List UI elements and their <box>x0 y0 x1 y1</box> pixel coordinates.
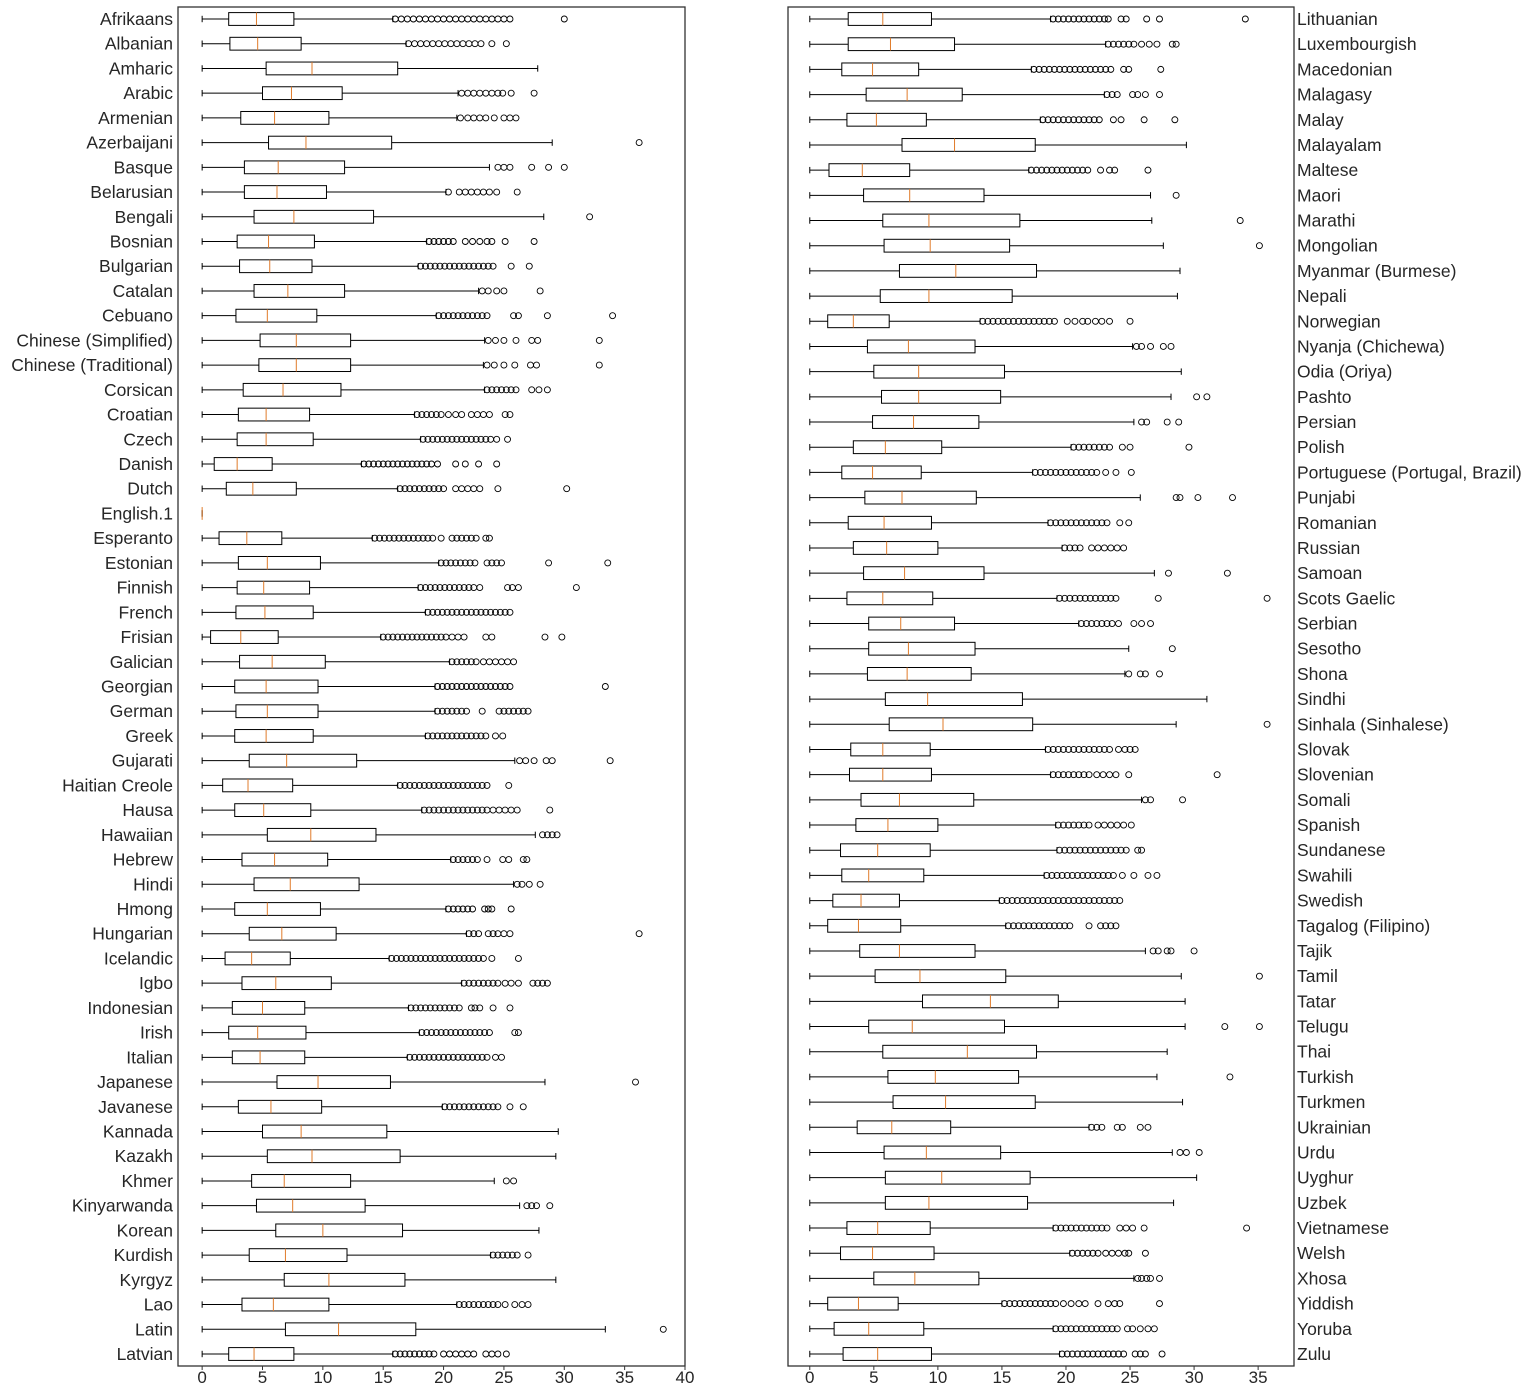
category-label: Pashto <box>1297 386 1352 407</box>
x-tick-label: 10 <box>313 1368 333 1387</box>
category-label: Sindhi <box>1297 689 1346 710</box>
x-tick-label: 30 <box>1184 1368 1204 1387</box>
category-label: Finnish <box>116 577 173 598</box>
x-tick-label: 0 <box>197 1368 207 1387</box>
category-label: Yoruba <box>1297 1318 1352 1339</box>
category-label: Hebrew <box>112 849 173 870</box>
category-label: Shona <box>1297 663 1348 684</box>
category-label: Punjabi <box>1297 487 1356 508</box>
category-label: Javanese <box>98 1096 173 1117</box>
category-label: Tatar <box>1297 991 1336 1012</box>
category-label: Polish <box>1297 437 1345 458</box>
category-label: Russian <box>1297 537 1361 558</box>
category-label: Hungarian <box>92 923 173 944</box>
category-label: Frisian <box>120 627 173 648</box>
category-label: Tamil <box>1297 966 1338 987</box>
category-label: Welsh <box>1297 1243 1346 1264</box>
category-label: Malay <box>1297 109 1344 130</box>
category-label: Indonesian <box>87 997 173 1018</box>
category-label: Korean <box>116 1220 173 1241</box>
category-label: Swahili <box>1297 865 1353 886</box>
category-label: Samoan <box>1297 563 1363 584</box>
category-label: Kazakh <box>114 1146 173 1167</box>
category-label: Albanian <box>104 33 173 54</box>
category-label: Amharic <box>108 58 173 79</box>
category-label: Latvian <box>116 1344 173 1364</box>
category-label: Turkish <box>1297 1066 1354 1087</box>
category-label: Sesotho <box>1297 638 1362 659</box>
category-label: Malagasy <box>1297 84 1372 105</box>
x-tick-label: 30 <box>554 1368 574 1387</box>
category-label: Swedish <box>1297 890 1364 911</box>
category-label: Chinese (Traditional) <box>11 355 173 376</box>
category-label: Hawaiian <box>101 824 173 845</box>
category-label: Afrikaans <box>100 9 173 29</box>
category-label: Haitian Creole <box>62 775 173 796</box>
category-label: Basque <box>113 157 173 178</box>
x-tick-label: 15 <box>992 1368 1012 1387</box>
category-label: Cebuano <box>101 305 173 326</box>
category-label: Portuguese (Portugal, Brazil) <box>1297 462 1522 483</box>
category-label: Hausa <box>122 800 173 821</box>
category-label: Sinhala (Sinhalese) <box>1297 714 1449 735</box>
x-tick-label: 25 <box>494 1368 514 1387</box>
category-label: Bengali <box>114 206 173 227</box>
category-label: Macedonian <box>1297 59 1393 80</box>
category-label: Zulu <box>1297 1344 1332 1364</box>
category-label: Georgian <box>101 676 173 697</box>
category-label: Odia (Oriya) <box>1297 361 1393 382</box>
category-label: Tajik <box>1297 940 1333 961</box>
category-label: Chinese (Simplified) <box>16 330 173 351</box>
category-label: Arabic <box>123 83 173 104</box>
category-label: Azerbaijani <box>86 132 173 153</box>
category-label: Spanish <box>1297 815 1361 836</box>
category-label: Malayalam <box>1297 134 1382 155</box>
category-label: Myanmar (Burmese) <box>1297 260 1457 281</box>
category-label: Persian <box>1297 412 1357 433</box>
category-label: Italian <box>126 1047 173 1068</box>
category-label: Telugu <box>1297 1016 1349 1037</box>
category-label: Khmer <box>121 1170 173 1191</box>
category-label: Somali <box>1297 789 1351 810</box>
category-label: Slovak <box>1297 739 1350 760</box>
category-label: Greek <box>125 725 173 746</box>
category-label: Corsican <box>103 379 173 400</box>
category-label: Norwegian <box>1297 311 1381 332</box>
category-label: Armenian <box>98 107 173 128</box>
x-tick-label: 5 <box>257 1368 268 1387</box>
category-label: Romanian <box>1297 512 1377 533</box>
x-tick-label: 5 <box>869 1368 879 1387</box>
category-label: Galician <box>109 651 173 672</box>
category-label: Croatian <box>106 404 173 425</box>
category-label: Vietnamese <box>1297 1218 1390 1239</box>
category-label: Thai <box>1297 1041 1332 1062</box>
category-label: Icelandic <box>103 948 173 969</box>
category-label: Slovenian <box>1297 764 1374 785</box>
category-label: Marathi <box>1297 210 1356 231</box>
category-label: Sundanese <box>1297 840 1386 861</box>
category-label: Uzbek <box>1297 1192 1347 1213</box>
category-label: Czech <box>123 429 173 450</box>
category-label: Kurdish <box>113 1245 173 1266</box>
category-label: Lithuanian <box>1297 9 1378 29</box>
category-label: Gujarati <box>111 750 173 771</box>
x-tick-label: 0 <box>805 1368 815 1387</box>
category-label: Belarusian <box>90 182 173 203</box>
x-tick-label: 40 <box>675 1368 695 1387</box>
category-label: Turkmen <box>1297 1092 1366 1113</box>
category-label: Estonian <box>104 552 173 573</box>
category-label: Nepali <box>1297 286 1347 307</box>
category-label: English.1 <box>101 503 173 524</box>
category-label: Serbian <box>1297 613 1358 634</box>
category-label: Lao <box>143 1294 173 1315</box>
category-label: Bulgarian <box>99 256 173 277</box>
category-label: Tagalog (Filipino) <box>1297 915 1431 936</box>
category-label: Esperanto <box>93 528 173 549</box>
category-label: Nyanja (Chichewa) <box>1297 336 1445 357</box>
x-tick-label: 20 <box>434 1368 454 1387</box>
category-label: Kinyarwanda <box>71 1195 173 1216</box>
category-label: Igbo <box>138 973 173 994</box>
category-label: Danish <box>118 454 173 474</box>
category-label: Japanese <box>97 1072 173 1093</box>
category-label: Uyghur <box>1297 1167 1354 1188</box>
category-label: Catalan <box>112 280 173 301</box>
category-label: Kannada <box>102 1121 173 1142</box>
category-label: Maltese <box>1297 160 1359 181</box>
category-label: Hindi <box>133 874 173 895</box>
category-label: German <box>109 701 173 722</box>
category-label: Maori <box>1297 185 1341 206</box>
category-label: Mongolian <box>1297 235 1378 256</box>
category-label: Urdu <box>1297 1142 1335 1163</box>
category-label: Dutch <box>127 478 173 499</box>
x-tick-label: 15 <box>373 1368 393 1387</box>
category-label: Luxembourgish <box>1297 34 1417 55</box>
category-label: Yiddish <box>1297 1293 1354 1314</box>
x-tick-label: 25 <box>1120 1368 1140 1387</box>
x-tick-label: 35 <box>615 1368 635 1387</box>
category-label: French <box>118 602 173 623</box>
category-label: Scots Gaelic <box>1297 588 1396 609</box>
category-label: Ukrainian <box>1297 1117 1371 1138</box>
x-tick-label: 35 <box>1248 1368 1268 1387</box>
category-label: Xhosa <box>1297 1268 1347 1289</box>
category-label: Irish <box>139 1022 173 1043</box>
category-label: Hmong <box>116 899 173 919</box>
x-tick-label: 10 <box>928 1368 948 1387</box>
x-tick-label: 20 <box>1056 1368 1076 1387</box>
category-label: Bosnian <box>109 231 173 252</box>
category-label: Latin <box>135 1319 173 1340</box>
category-label: Kyrgyz <box>119 1269 173 1290</box>
